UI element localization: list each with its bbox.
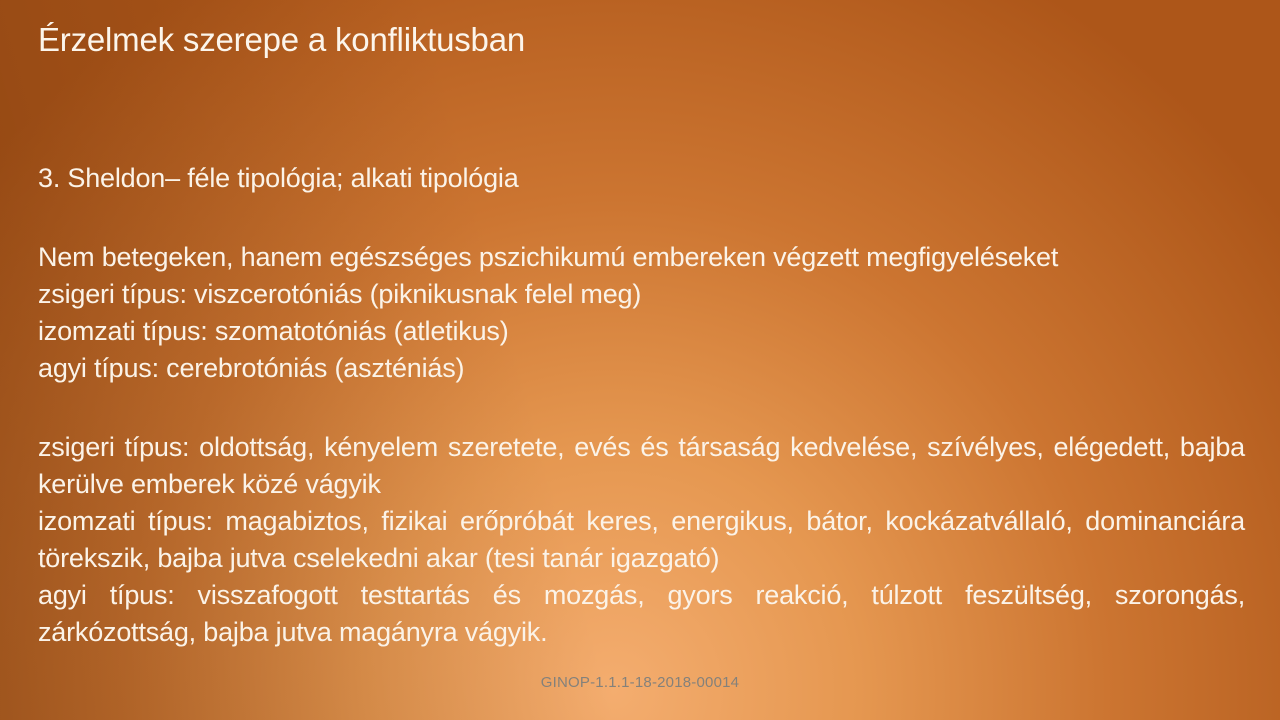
body-line-muscular-type: izomzati típus: szomatotóniás (atletikus) <box>38 316 509 346</box>
section-heading: 3. Sheldon– féle tipológia; alkati tipológia <box>38 163 519 193</box>
slide-title: Érzelmek szerepe a konfliktusban <box>38 21 526 58</box>
body-line-observations: Nem betegeken, hanem egészséges pszichikumú embereken végzett megfigyeléseket <box>38 242 1059 272</box>
body-line-cerebral-type: agyi típus: cerebrotóniás (aszténiás) <box>38 353 465 383</box>
paragraph-visceral-description: zsigeri típus: oldottság, kényelem szeretete, evés és társaság kedvelése, szívélyes, elégedett, bajba kerülve emberek közé vágyik <box>38 432 1245 499</box>
paragraph-cerebral-description: agyi típus: visszafogott testtartás és mozgás, gyors reakció, túlzott feszültség, szorongás, zárkózottság, bajba jutva magányra vágyik. <box>38 580 1245 647</box>
paragraph-muscular-description: izomzati típus: magabiztos, fizikai erőpróbát keres, energikus, bátor, kockázatvállaló, dominanciára törekszik, bajba jutva cselekedni akar (tesi tanár igazgató) <box>38 506 1245 573</box>
footer-project-code: GINOP-1.1.1-18-2018-00014 <box>540 674 740 691</box>
typology-descriptions-block <box>38 429 1245 651</box>
typology-lines-block <box>38 239 1245 387</box>
body-line-visceral-type: zsigeri típus: viszcerotóniás (piknikusnak felel meg) <box>38 279 642 309</box>
